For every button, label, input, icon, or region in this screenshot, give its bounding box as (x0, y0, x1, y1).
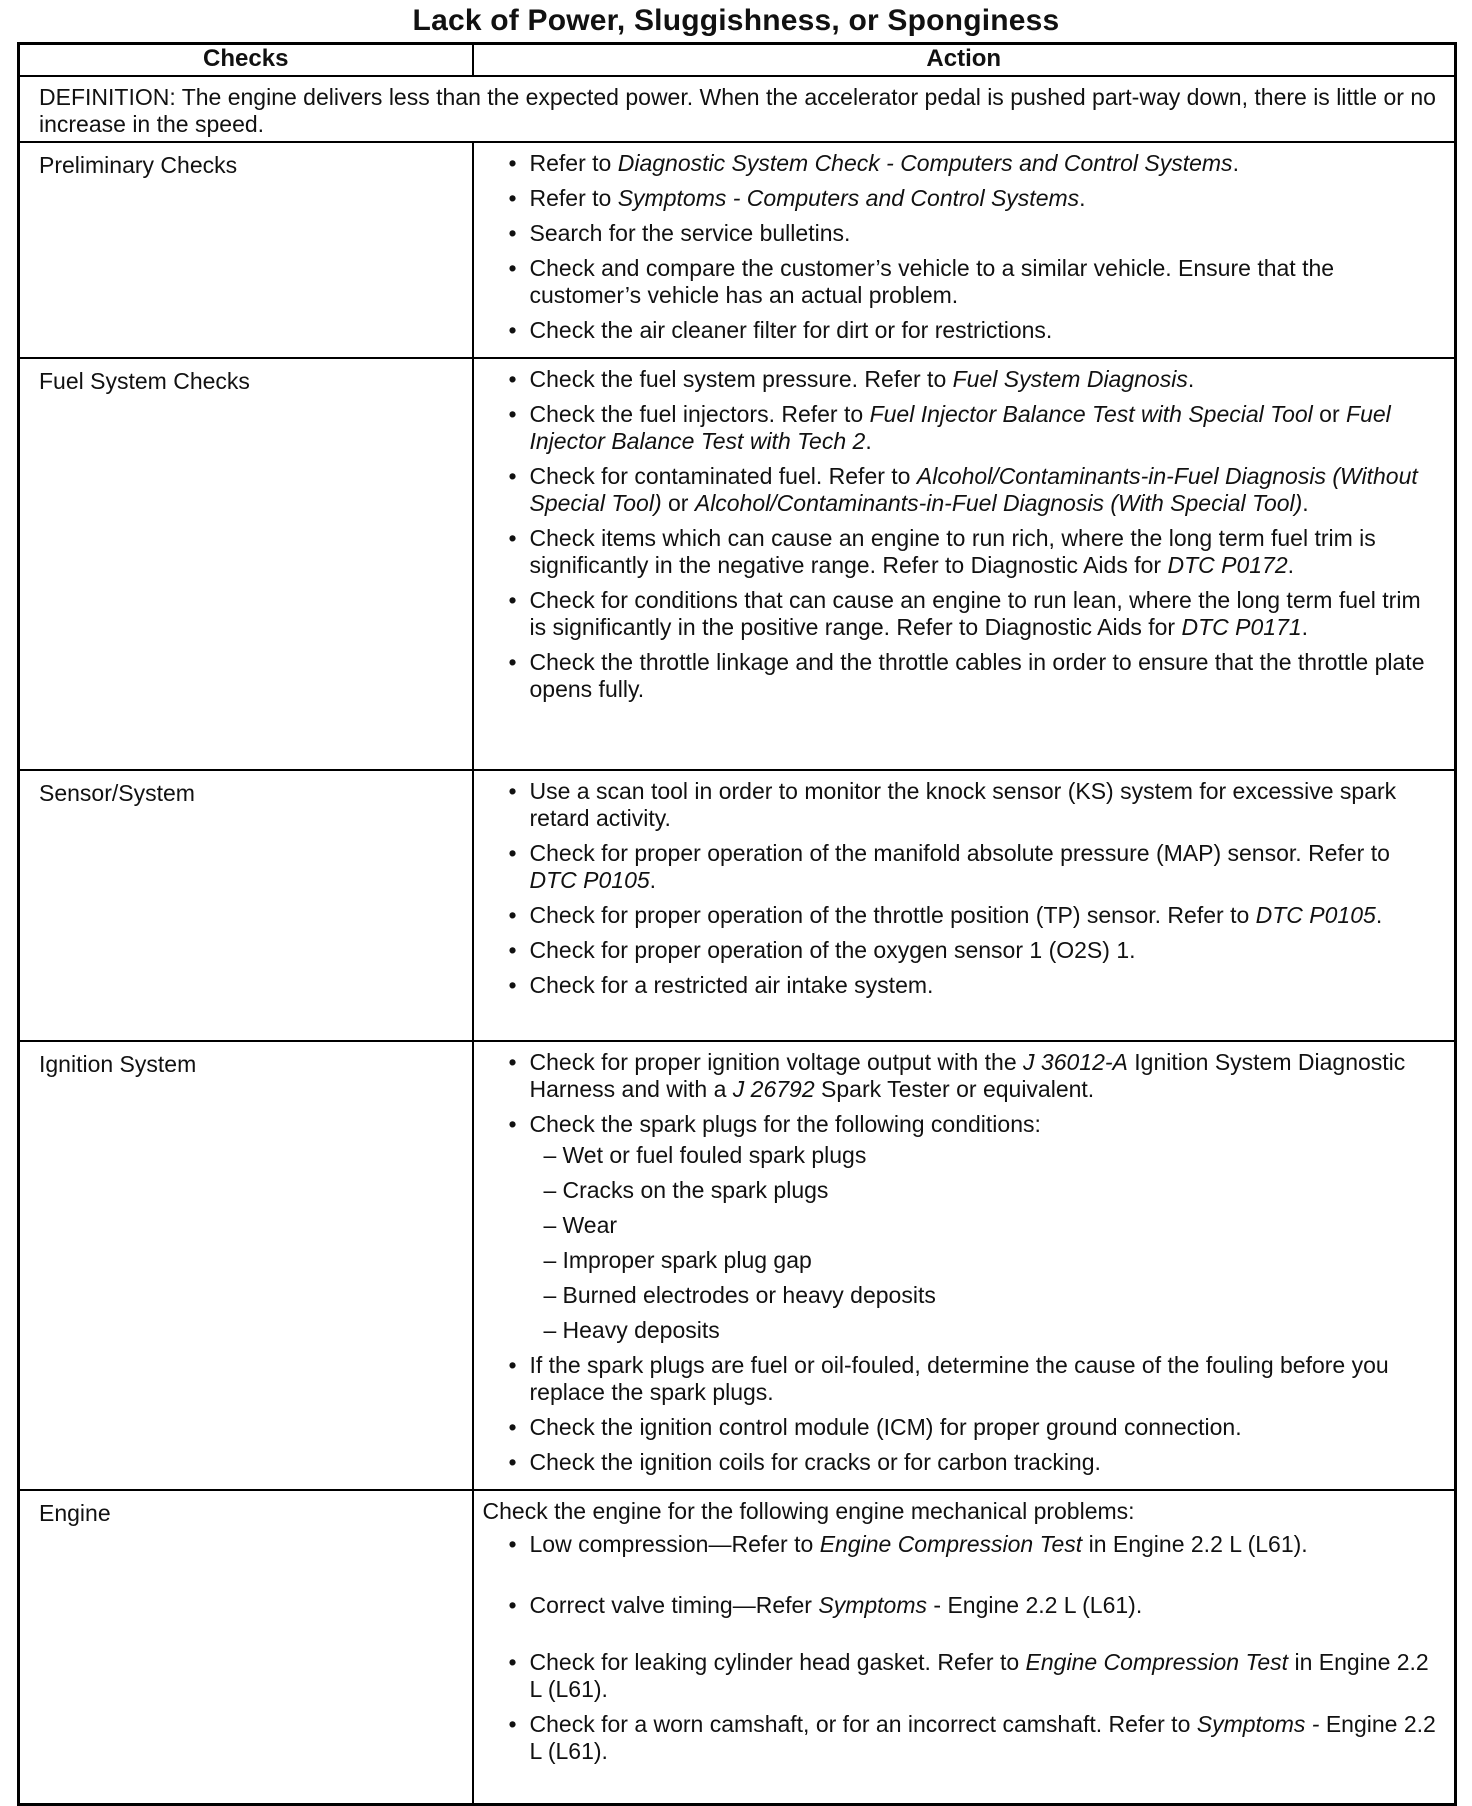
definition-text: DEFINITION: The engine delivers less than the expected power. When the accelerator pedal is pushed part-way down, there is little or no increase in the speed. (19, 76, 1456, 142)
action-item: • Check for proper ignition voltage output with the J 36012-A Ignition System Diagnostic Harness and with a J 26792 Spark Tester or equivalent. (506, 1049, 1443, 1103)
action-item: • Use a scan tool in order to monitor the knock sensor (KS) system for excessive spark retard activity. (506, 778, 1443, 832)
action-item: • Check for a restricted air intake system. (506, 972, 1443, 999)
action-item: • Check for contaminated fuel. Refer to Alcohol/Contaminants-in-Fuel Diagnosis (Without Special Tool) or Alcohol/Contaminants-in-Fuel Diagnosis (With Special Tool). (506, 463, 1443, 517)
action-item: • Check the fuel injectors. Refer to Fuel Injector Balance Test with Special Tool or Fuel Injector Balance Test with Tech 2. (506, 401, 1443, 455)
check-label: Engine (19, 1490, 473, 1805)
action-item: • Low compression—Refer to Engine Compression Test in Engine 2.2 L (L61). (506, 1531, 1443, 1558)
action-item: • Check the ignition coils for cracks or for carbon tracking. (506, 1449, 1443, 1476)
action-item: • Check the throttle linkage and the throttle cables in order to ensure that the throttle plate opens fully. (506, 649, 1443, 703)
diagnostic-table (17, 42, 1457, 1806)
action-item: • Refer to Diagnostic System Check - Computers and Control Systems. (506, 150, 1443, 177)
definition-row (19, 76, 1456, 142)
action-item: • Check for proper operation of the oxygen sensor 1 (O2S) 1. (506, 937, 1443, 964)
table-row (19, 770, 1456, 1041)
table-row (19, 1490, 1456, 1805)
action-item: • Check the fuel system pressure. Refer to Fuel System Diagnosis. (506, 366, 1443, 393)
action-item: • Check for leaking cylinder head gasket. Refer to Engine Compression Test in Engine 2.2 L (L61). (506, 1649, 1443, 1703)
action-item: • Correct valve timing—Refer Symptoms - Engine 2.2 L (L61). (506, 1592, 1443, 1619)
sub-item: – Wet or fuel fouled spark plugs (544, 1142, 1443, 1169)
check-label: Sensor/System (19, 770, 473, 1041)
sub-item: – Heavy deposits (544, 1317, 1443, 1344)
sub-item: – Wear (544, 1212, 1443, 1239)
action-cell (473, 1041, 1456, 1490)
check-label: Ignition System (19, 1041, 473, 1490)
engine-intro: Check the engine for the following engine mechanical problems: (482, 1498, 1135, 1524)
action-item: • Search for the service bulletins. (506, 220, 1443, 247)
action-item: • If the spark plugs are fuel or oil-fouled, determine the cause of the fouling before you replace the spark plugs. (506, 1352, 1443, 1406)
sub-item: – Cracks on the spark plugs (544, 1177, 1443, 1204)
header-action: Action (473, 44, 1456, 77)
action-item: • Check items which can cause an engine to run rich, where the long term fuel trim is significantly in the negative range. Refer to Diagnostic Aids for DTC P0172. (506, 525, 1443, 579)
action-cell (473, 358, 1456, 770)
action-item: • Check the ignition control module (ICM) for proper ground connection. (506, 1414, 1443, 1441)
table-row (19, 358, 1456, 770)
action-item: • Check the spark plugs for the following conditions: – Wet or fuel fouled spark plugs – Cracks on the spark plugs – Wear – Improper spark plug gap – Burned electrodes or heavy deposits – Heavy deposits (506, 1111, 1443, 1344)
sub-item: – Improper spark plug gap (544, 1247, 1443, 1274)
action-item: • Refer to Symptoms - Computers and Control Systems. (506, 185, 1443, 212)
header-row (19, 44, 1456, 77)
sub-item: – Burned electrodes or heavy deposits (544, 1282, 1443, 1309)
action-cell (473, 142, 1456, 358)
action-cell (473, 770, 1456, 1041)
sub-list (544, 1142, 1443, 1344)
table-row (19, 1041, 1456, 1490)
action-item: • Check and compare the customer’s vehicle to a similar vehicle. Ensure that the customer’s vehicle has an actual problem. (506, 255, 1443, 309)
action-item: • Check the air cleaner filter for dirt or for restrictions. (506, 317, 1443, 344)
action-item: • Check for proper operation of the throttle position (TP) sensor. Refer to DTC P0105. (506, 902, 1443, 929)
page-title: Lack of Power, Sluggishness, or Sponginess (412, 4, 1060, 37)
check-label: Preliminary Checks (19, 142, 473, 358)
action-item: • Check for conditions that can cause an engine to run lean, where the long term fuel trim is significantly in the positive range. Refer to Diagnostic Aids for DTC P0171. (506, 587, 1443, 641)
table-row (19, 142, 1456, 358)
header-checks: Checks (19, 44, 473, 77)
check-label: Fuel System Checks (19, 358, 473, 770)
action-item: • Check for proper operation of the manifold absolute pressure (MAP) sensor. Refer to DTC P0105. (506, 840, 1443, 894)
action-item: • Check for a worn camshaft, or for an incorrect camshaft. Refer to Symptoms - Engine 2.2 L (L61). (506, 1711, 1443, 1765)
action-cell (473, 1490, 1456, 1805)
